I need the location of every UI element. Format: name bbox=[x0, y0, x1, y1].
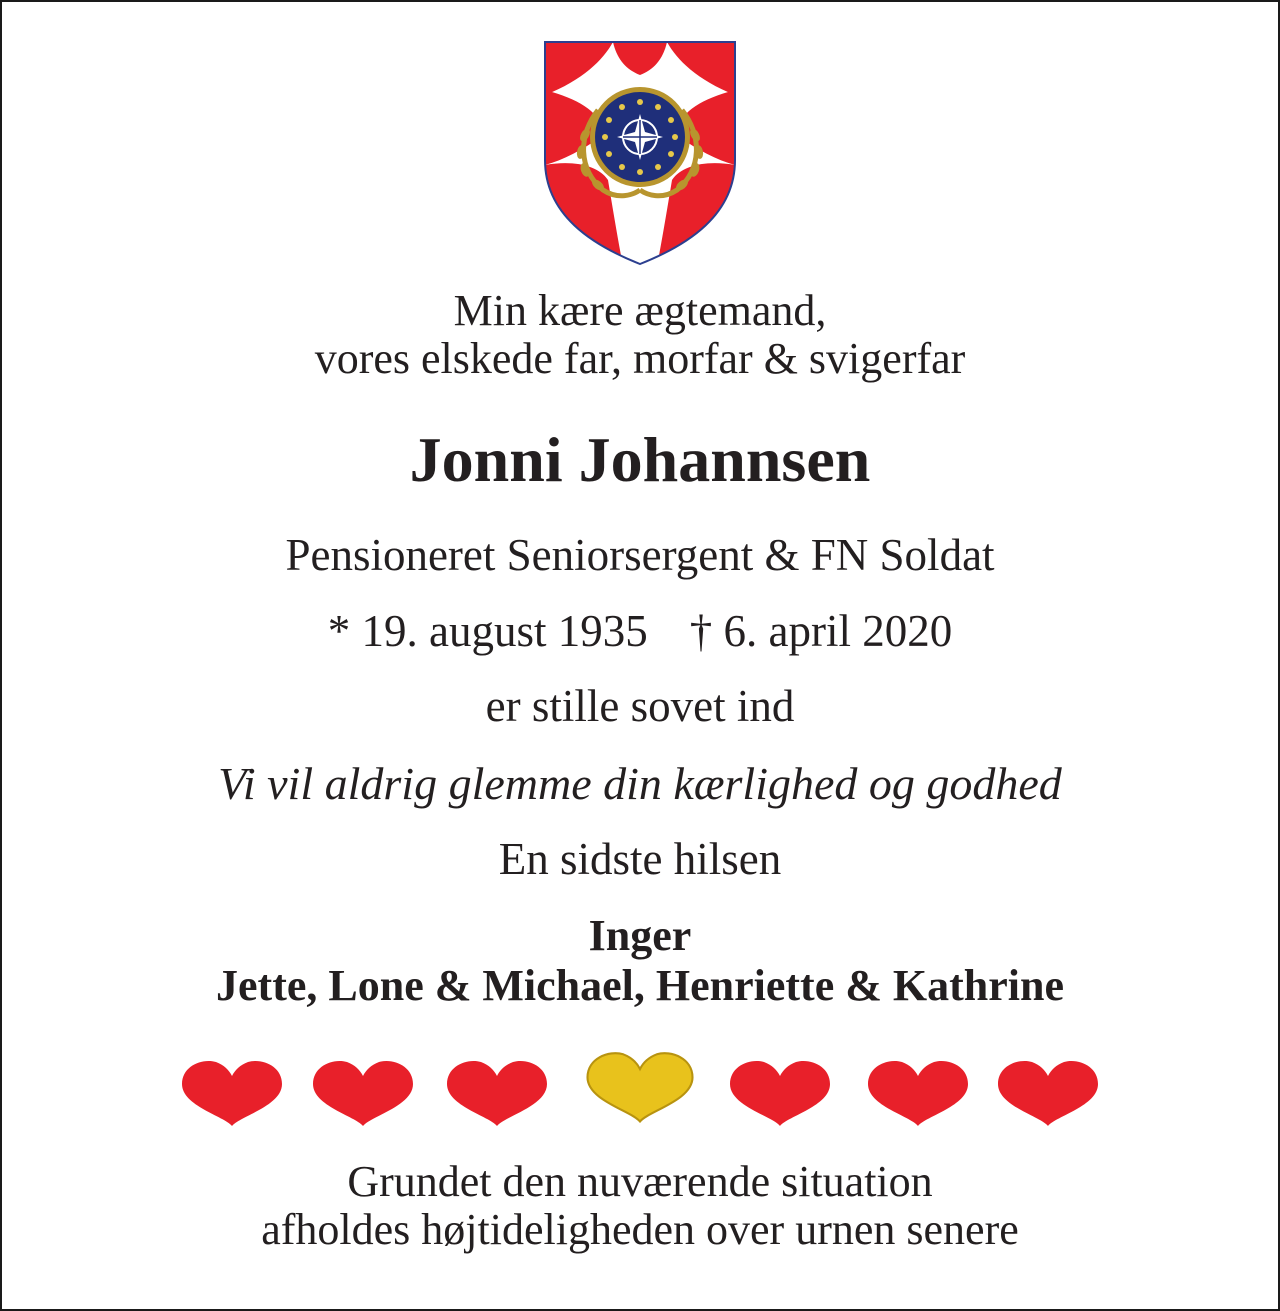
heart-icon bbox=[730, 1061, 830, 1126]
heart-icon bbox=[868, 1061, 968, 1126]
closing-line-1: Grundet den nuværende situation bbox=[347, 1157, 933, 1206]
family-line-2: Jette, Lone & Michael, Henriette & Kathrine bbox=[216, 961, 1064, 1010]
greeting-text: En sidste hilsen bbox=[498, 834, 782, 884]
memorial-quote: Vi vil aldrig glemme din kærlighed og godhed bbox=[218, 758, 1062, 809]
intro-line-2: vores elskede far, morfar & svigerfar bbox=[314, 334, 966, 383]
family-line-1: Inger bbox=[588, 911, 692, 960]
life-dates bbox=[0, 606, 1280, 656]
hearts-row bbox=[0, 1044, 1280, 1144]
deceased-title: Pensioneret Seniorsergent & FN Soldat bbox=[285, 530, 995, 580]
heart-icon bbox=[182, 1061, 282, 1126]
heart-icon bbox=[588, 1053, 693, 1121]
deceased-name: Jonni Johannsen bbox=[409, 424, 871, 495]
intro-text bbox=[0, 287, 1280, 383]
heart-icon bbox=[447, 1061, 547, 1126]
heart-icon bbox=[998, 1061, 1098, 1126]
intro-line-1: Min kære ægtemand, bbox=[453, 286, 827, 335]
birth-date: * 19. august 1935 bbox=[327, 606, 648, 656]
closing-text bbox=[0, 1158, 1280, 1254]
closing-line-2: afholdes højtideligheden over urnen senere bbox=[261, 1205, 1019, 1254]
passed-text: er stille sovet ind bbox=[485, 681, 795, 731]
military-crest-icon bbox=[543, 40, 737, 266]
death-date: † 6. april 2020 bbox=[689, 606, 953, 656]
family-signature bbox=[0, 911, 1280, 1011]
heart-icon bbox=[313, 1061, 413, 1126]
